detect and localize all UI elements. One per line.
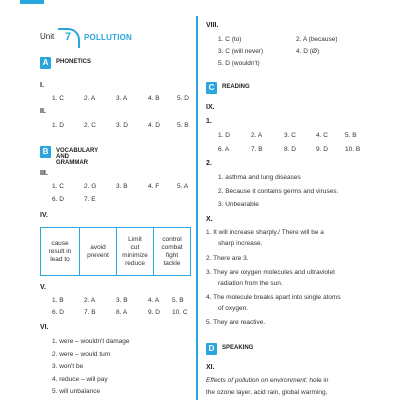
answer: 10. C	[172, 309, 188, 316]
cell-text: cause result in lead to	[48, 239, 72, 263]
answer-line	[206, 377, 329, 384]
section-badge: C	[206, 82, 217, 94]
answer: 2. A	[251, 132, 263, 139]
answer: 5. A	[177, 183, 189, 190]
exercise-number: III.	[40, 170, 48, 177]
exercise-number: VI.	[40, 324, 49, 331]
exercise-number: IX.	[206, 104, 215, 111]
answer-line-cont: sharp increase.	[218, 240, 263, 247]
section-badge: A	[40, 57, 51, 69]
answer: 2. C	[84, 122, 96, 129]
answer: 5. B	[177, 122, 189, 129]
answer: 6. D	[52, 309, 64, 316]
section-title: SPEAKING	[222, 345, 254, 351]
answer: 1. D	[218, 132, 230, 139]
answer-line: 3. Unbearable	[218, 201, 259, 208]
answer: 2. A (because)	[296, 36, 338, 43]
answer-line: 2. There are 3.	[206, 255, 249, 262]
answer: 2. A	[84, 95, 96, 102]
answer-line: 5. They are reactive.	[206, 319, 266, 326]
answer: 4. F	[148, 183, 160, 190]
sub-exercise-number: 1.	[206, 118, 212, 125]
exercise-number: IV.	[40, 212, 48, 219]
answer-line: 5. will unbalance	[52, 388, 101, 395]
answer: 1. D	[52, 122, 64, 129]
answer-line-cont: of oxygen.	[218, 305, 248, 312]
answer: 4. D (Ø)	[296, 48, 320, 55]
exercise-number: XI.	[206, 364, 215, 371]
answer: 2. G	[84, 183, 97, 190]
corner-tab	[20, 0, 44, 4]
answer: 1. C	[52, 183, 64, 190]
cell-text: avoid prevent	[87, 243, 109, 259]
answer-text: hole in	[307, 377, 329, 384]
answer: 6. A	[218, 146, 230, 153]
answer-line: 3. They are oxygen molecules and ultraviolet	[206, 269, 335, 276]
table-row	[41, 228, 191, 276]
answer: 7. B	[251, 146, 263, 153]
answer: 6. D	[52, 196, 64, 203]
answer: 3. A	[116, 95, 128, 102]
answer: 5. B	[172, 297, 184, 304]
column-divider	[196, 16, 198, 400]
answer: 8. D	[284, 146, 296, 153]
answer-line: 1. asthma and lung diseases	[218, 174, 301, 181]
exercise-number: I.	[40, 82, 44, 89]
section-badge: B	[40, 146, 51, 158]
answer: 9. D	[148, 309, 160, 316]
exercise-number: V.	[40, 284, 46, 291]
answer: 3. C (will never)	[218, 48, 264, 55]
answer-line: 2. were – would turn	[52, 351, 111, 358]
answer: 4. A	[148, 297, 160, 304]
answer-line: 4. The molecule breaks apart into single atoms	[206, 294, 341, 301]
answer: 2. A	[84, 297, 96, 304]
answer-line: 3. won't be	[52, 363, 84, 370]
section-title: PHONETICS	[56, 59, 92, 65]
answer-line: 2. Because it contains germs and viruses.	[218, 188, 339, 195]
cell-text: Limit cut minimize reduce	[122, 235, 148, 267]
unit-number: 7	[65, 31, 72, 43]
table-cell	[80, 228, 117, 276]
answer: 5. B	[345, 132, 357, 139]
answer-line: 1. It will increase sharply./ There will be a	[206, 229, 324, 236]
collocation-table	[40, 227, 191, 276]
answer: 3. C	[284, 132, 296, 139]
answer: 4. C	[316, 132, 328, 139]
answer: 8. A	[116, 309, 128, 316]
unit-label: Unit	[40, 32, 55, 41]
answer: 7. B	[84, 309, 96, 316]
table-cell	[154, 228, 191, 276]
answer-line: 1. were – wouldn't damage	[52, 338, 130, 345]
answer: 10. B	[345, 146, 361, 153]
answer: 4. B	[148, 95, 160, 102]
table-cell	[117, 228, 154, 276]
exercise-number: VIII.	[206, 22, 219, 29]
answer: 3. B	[116, 183, 128, 190]
section-title: VOCABULARY AND GRAMMAR	[56, 148, 99, 166]
section-badge: D	[206, 343, 217, 355]
sub-exercise-number: 2.	[206, 160, 212, 167]
answer: 5. D (wouldn't)	[218, 60, 260, 67]
answer: 4. D	[148, 122, 160, 129]
answer: 3. D	[116, 122, 128, 129]
answer: 7. E	[84, 196, 96, 203]
exercise-number: X.	[206, 216, 213, 223]
answer: 5. D	[177, 95, 189, 102]
answer: 1. B	[52, 297, 64, 304]
answer: 1. C	[52, 95, 64, 102]
exercise-number: II.	[40, 108, 46, 115]
answer: 1. C (to)	[218, 36, 242, 43]
answer-line: the ozone layer, acid rain, global warming,	[206, 389, 328, 396]
answer-line: 4. reduce – will pay	[52, 376, 108, 383]
answer: 3. B	[116, 297, 128, 304]
answer: 9. D	[316, 146, 328, 153]
table-cell	[41, 228, 80, 276]
unit-title: POLLUTION	[84, 33, 133, 42]
cell-text: control combat fight tackle	[161, 235, 183, 267]
answer-line-cont: radiation from the sun.	[218, 280, 283, 287]
section-title: READING	[222, 84, 250, 90]
italic-intro: Effects of pollution on environment:	[206, 377, 308, 384]
